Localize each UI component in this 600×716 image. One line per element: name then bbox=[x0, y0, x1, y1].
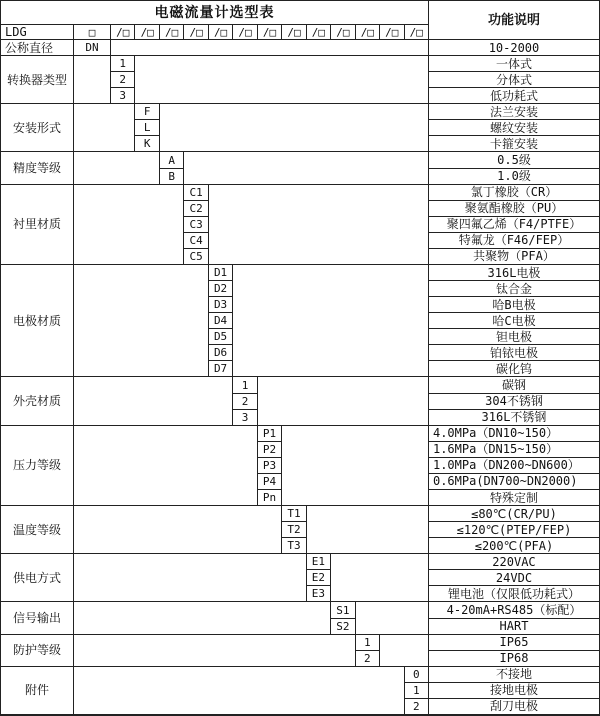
option-code: S2 bbox=[331, 619, 355, 635]
option-description: 0.5级 bbox=[429, 152, 599, 168]
option-description: 10-2000 bbox=[429, 40, 599, 56]
category-label: 电极材质 bbox=[1, 265, 74, 378]
option-description: 分体式 bbox=[429, 72, 599, 88]
category-label: 衬里材质 bbox=[1, 185, 74, 265]
option-code: E1 bbox=[307, 554, 331, 570]
filler-cell bbox=[331, 554, 429, 602]
option-code: C3 bbox=[184, 217, 208, 233]
option-code: B bbox=[160, 169, 184, 185]
option-code: P1 bbox=[258, 426, 282, 442]
option-description: ≤200℃(PFA) bbox=[429, 538, 599, 554]
filler-cell bbox=[74, 56, 111, 104]
option-description: 刮刀电极 bbox=[429, 699, 599, 715]
option-description: ≤80℃(CR/PU) bbox=[429, 506, 599, 522]
option-code: F bbox=[135, 104, 159, 120]
option-description: 聚四氟乙烯（F4/PTFE） bbox=[429, 217, 599, 233]
option-description: 接地电极 bbox=[429, 683, 599, 699]
option-description: 钛合金 bbox=[429, 281, 599, 297]
option-code: T1 bbox=[282, 506, 306, 522]
option-description: 304不锈钢 bbox=[429, 394, 599, 410]
option-description: 一体式 bbox=[429, 56, 599, 72]
option-description: 1.0级 bbox=[429, 169, 599, 185]
option-code: P3 bbox=[258, 458, 282, 474]
filler-cell bbox=[233, 265, 429, 378]
filler-cell bbox=[209, 185, 429, 265]
option-description: 不接地 bbox=[429, 667, 599, 683]
model-code-box: /□ bbox=[331, 25, 355, 40]
option-description: 220VAC bbox=[429, 554, 599, 570]
option-code: C1 bbox=[184, 185, 208, 201]
option-description: 锂电池（仅限低功耗式） bbox=[429, 586, 599, 602]
option-description: 0.6MPa(DN700~DN2000) bbox=[429, 474, 599, 490]
function-column-header: 功能说明 bbox=[429, 1, 599, 40]
option-description: 共聚物（PFA） bbox=[429, 249, 599, 265]
filler-cell bbox=[307, 506, 429, 554]
option-code: 3 bbox=[233, 410, 257, 426]
model-prefix: LDG bbox=[1, 25, 74, 40]
filler-cell bbox=[258, 377, 429, 425]
category-label: 附件 bbox=[1, 667, 74, 715]
option-code: L bbox=[135, 120, 159, 136]
option-description: 316L不锈钢 bbox=[429, 410, 599, 426]
filler-cell bbox=[74, 635, 356, 667]
filler-cell bbox=[282, 426, 429, 506]
category-label: 安装形式 bbox=[1, 104, 74, 152]
option-description: HART bbox=[429, 619, 599, 635]
model-code-box: /□ bbox=[380, 25, 404, 40]
option-description: 碳化钨 bbox=[429, 361, 599, 377]
option-description: 低功耗式 bbox=[429, 88, 599, 104]
option-description: 钽电极 bbox=[429, 329, 599, 345]
category-label: 转换器类型 bbox=[1, 56, 74, 104]
option-code: C4 bbox=[184, 233, 208, 249]
filler-cell bbox=[135, 56, 429, 104]
category-label: 外壳材质 bbox=[1, 377, 74, 425]
option-description: 316L电极 bbox=[429, 265, 599, 281]
option-code: D1 bbox=[209, 265, 233, 281]
category-label: 精度等级 bbox=[1, 152, 74, 184]
option-code: C5 bbox=[184, 249, 208, 265]
option-description: ≤120℃(PTEP/FEP) bbox=[429, 522, 599, 538]
option-code: 0 bbox=[405, 667, 429, 683]
option-code: E3 bbox=[307, 586, 331, 602]
model-code-box: /□ bbox=[135, 25, 159, 40]
option-code: D4 bbox=[209, 313, 233, 329]
option-description: 螺纹安装 bbox=[429, 120, 599, 136]
option-description: 哈C电极 bbox=[429, 313, 599, 329]
option-code: A bbox=[160, 152, 184, 168]
option-description: 聚氨酯橡胶（PU） bbox=[429, 201, 599, 217]
option-code: Pn bbox=[258, 490, 282, 506]
filler-cell bbox=[74, 554, 307, 602]
option-description: 碳钢 bbox=[429, 377, 599, 393]
option-code: 1 bbox=[356, 635, 380, 651]
option-description: 铂铱电极 bbox=[429, 345, 599, 361]
model-code-box: /□ bbox=[209, 25, 233, 40]
filler-cell bbox=[111, 40, 429, 56]
filler-cell bbox=[356, 602, 429, 634]
option-description: 卡箍安装 bbox=[429, 136, 599, 152]
option-code: K bbox=[135, 136, 159, 152]
model-code-box: /□ bbox=[160, 25, 184, 40]
option-description: 4.0MPa（DN10~150） bbox=[429, 426, 599, 442]
category-label: 温度等级 bbox=[1, 506, 74, 554]
option-description: 哈B电极 bbox=[429, 297, 599, 313]
filler-cell bbox=[74, 667, 405, 715]
option-code: D2 bbox=[209, 281, 233, 297]
option-description: 氯丁橡胶（CR） bbox=[429, 185, 599, 201]
option-description: 1.6MPa（DN15~150） bbox=[429, 442, 599, 458]
option-code: 2 bbox=[356, 651, 380, 667]
filler-cell bbox=[160, 104, 429, 152]
option-code: D5 bbox=[209, 329, 233, 345]
option-description: IP68 bbox=[429, 651, 599, 667]
option-code: S1 bbox=[331, 602, 355, 618]
model-code-box: □ bbox=[74, 25, 111, 40]
option-description: 1.0MPa（DN200~DN600） bbox=[429, 458, 599, 474]
model-code-box: /□ bbox=[356, 25, 380, 40]
option-code: T2 bbox=[282, 522, 306, 538]
option-description: 特殊定制 bbox=[429, 490, 599, 506]
option-description: 24VDC bbox=[429, 570, 599, 586]
filler-cell bbox=[74, 152, 160, 184]
option-description: 法兰安装 bbox=[429, 104, 599, 120]
category-label: 信号输出 bbox=[1, 602, 74, 634]
model-code-box: /□ bbox=[405, 25, 429, 40]
option-code: 1 bbox=[233, 377, 257, 393]
option-code: E2 bbox=[307, 570, 331, 586]
model-code-box: /□ bbox=[282, 25, 306, 40]
option-description: 特氟龙（F46/FEP） bbox=[429, 233, 599, 249]
model-code-box: /□ bbox=[184, 25, 208, 40]
model-code-box: /□ bbox=[111, 25, 135, 40]
filler-cell bbox=[74, 185, 184, 265]
option-code: P4 bbox=[258, 474, 282, 490]
option-code: D7 bbox=[209, 361, 233, 377]
model-code-box: /□ bbox=[233, 25, 257, 40]
option-code: 1 bbox=[111, 56, 135, 72]
model-code-box: /□ bbox=[307, 25, 331, 40]
filler-cell bbox=[74, 602, 331, 634]
option-code: T3 bbox=[282, 538, 306, 554]
option-code: 2 bbox=[111, 72, 135, 88]
category-label: 供电方式 bbox=[1, 554, 74, 602]
option-code: 3 bbox=[111, 88, 135, 104]
option-code: 1 bbox=[405, 683, 429, 699]
category-label: 防护等级 bbox=[1, 635, 74, 667]
filler-cell bbox=[380, 635, 429, 667]
option-code: 2 bbox=[405, 699, 429, 715]
option-code: D6 bbox=[209, 345, 233, 361]
option-code: DN bbox=[74, 40, 111, 56]
category-label: 公称直径 bbox=[1, 40, 74, 56]
model-code-box: /□ bbox=[258, 25, 282, 40]
filler-cell bbox=[74, 377, 233, 425]
filler-cell bbox=[74, 426, 258, 506]
filler-cell bbox=[74, 104, 135, 152]
table-title: 电磁流量计选型表 bbox=[1, 1, 429, 25]
option-code: D3 bbox=[209, 297, 233, 313]
category-label: 压力等级 bbox=[1, 426, 74, 506]
filler-cell bbox=[74, 265, 209, 378]
option-code: P2 bbox=[258, 442, 282, 458]
option-description: 4-20mA+RS485（标配） bbox=[429, 602, 599, 618]
filler-cell bbox=[184, 152, 429, 184]
option-description: IP65 bbox=[429, 635, 599, 651]
option-code: C2 bbox=[184, 201, 208, 217]
option-code: 2 bbox=[233, 394, 257, 410]
filler-cell bbox=[74, 506, 282, 554]
